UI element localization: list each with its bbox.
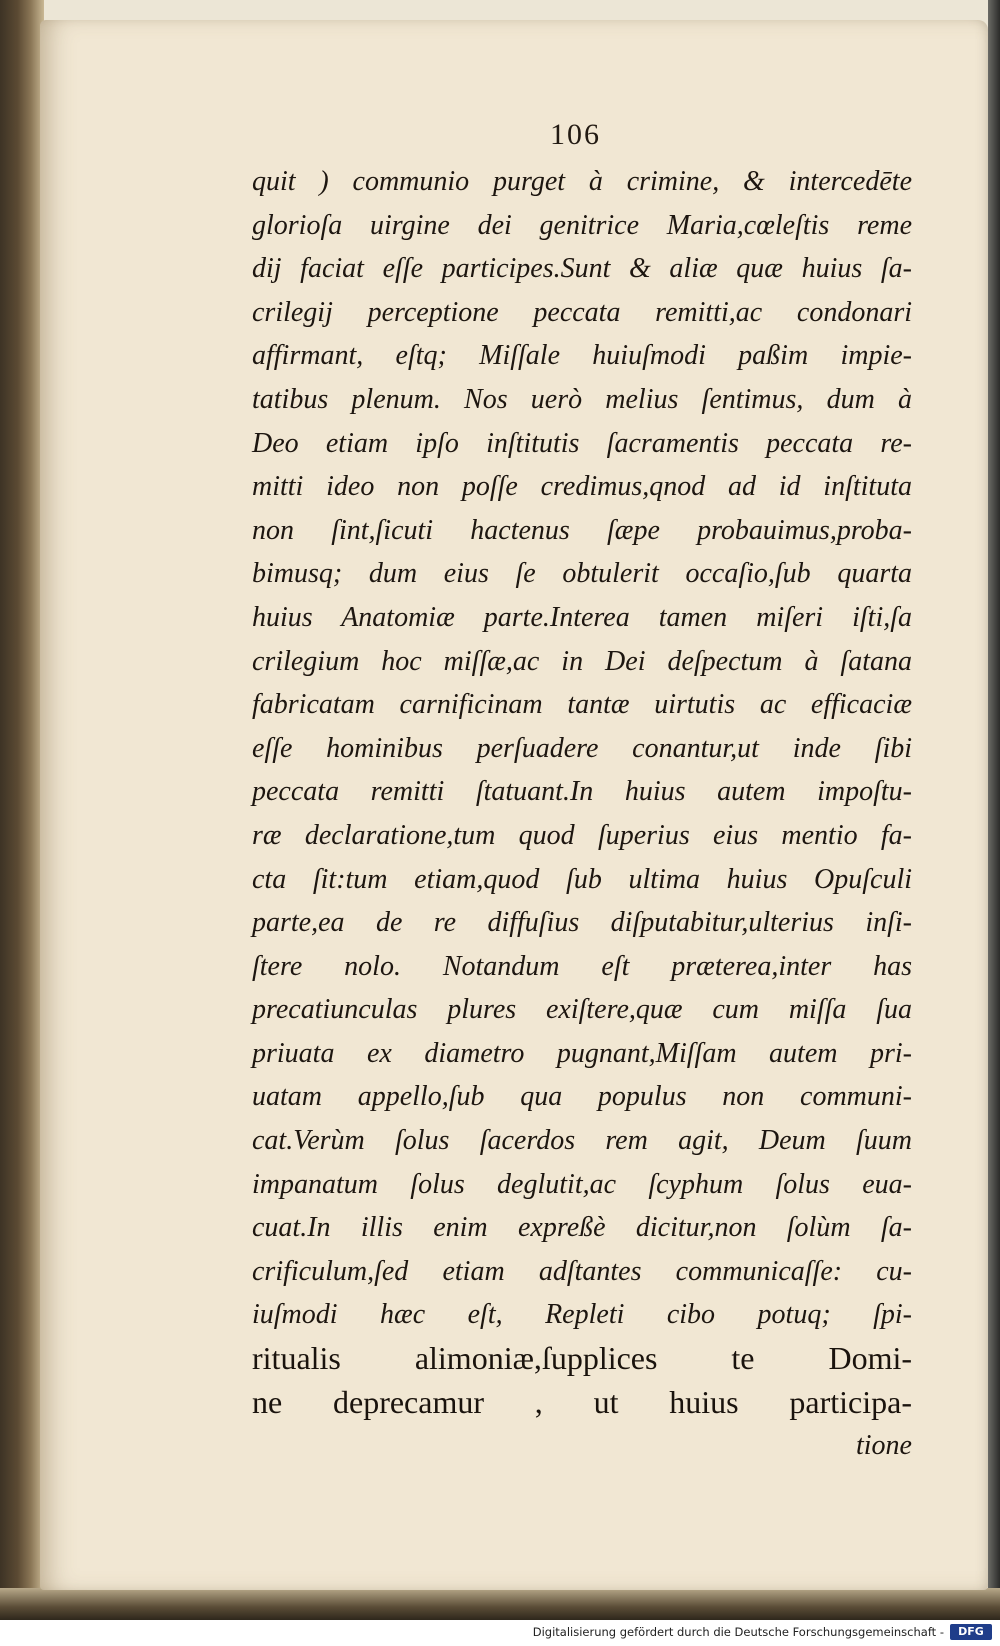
page-number: 106 (550, 118, 601, 151)
text-line: uatam appello,ſub qua populus non communi- (252, 1081, 912, 1113)
text-line: eſſe hominibus perſuadere conantur,ut inde ſibi (252, 732, 912, 764)
catchword: tione (856, 1430, 912, 1462)
text-line: huius Anatomiæ parte.Interea tamen miſeri iſti,ſa (252, 601, 912, 633)
text-line: non ſint,ſicuti hactenus ſæpe probauimus,proba- (252, 514, 912, 546)
text-line: cuat.In illis enim expreßè dicitur,non ſolùm ſa- (252, 1212, 912, 1244)
text-line: fabricatam carnificinam tantæ uirtutis ac efficaciæ (252, 689, 912, 721)
text-line: cta ſit:tum etiam,quod ſub ultima huius Opuſculi (252, 863, 912, 895)
text-line: mitti ideo non poſſe credimus,qnod ad id inſtituta (252, 471, 912, 503)
text-line: peccata remitti ſtatuant.In huius autem impoſtu- (252, 776, 912, 808)
text-line: precatiunculas plures exiſtere,quæ cum miſſa ſua (252, 994, 912, 1026)
text-line: crificulum,ſed etiam adſtantes communicaſſe: cu- (252, 1255, 912, 1287)
text-line-roman: ritualis alimoniæ,ſupplices te Domi- (252, 1340, 912, 1377)
text-line: quit ) communio purget à crimine, & intercedēte (252, 166, 912, 197)
text-line: bimusq; dum eius ſe obtulerit occaſio,ſub quarta (252, 558, 912, 590)
text-line: dij faciat eſſe participes.Sunt & aliæ quæ huius ſa- (252, 253, 912, 285)
page-edge-bottom (0, 1588, 1000, 1620)
text-line: crilegij perceptione peccata remitti,ac condonari (252, 296, 912, 328)
text-line: ſtere nolo. Notandum eſt præterea,inter has (252, 950, 912, 982)
text-line-roman: ne deprecamur , ut huius participa- (252, 1383, 912, 1420)
text-line: tatibus plenum. Nos uerò melius ſentimus, dum à (252, 383, 912, 415)
text-line: crilegium hoc miſſæ,ac in Dei deſpectum à ſatana (252, 645, 912, 677)
text-line: parte,ea de re diffuſius diſputabitur,ulterius inſi- (252, 907, 912, 939)
text-line: iuſmodi hæc eſt, Repleti cibo potuq; ſpi- (252, 1299, 912, 1331)
book-binding (0, 0, 44, 1620)
text-line: affirmant, eſtq; Miſſale huiuſmodi paßim impie- (252, 340, 912, 372)
page-edge-right (988, 0, 1000, 1620)
dfg-logo: DFG (950, 1624, 992, 1640)
text-line: priuata ex diametro pugnant,Miſſam autem pri- (252, 1037, 912, 1069)
text-line: impanatum ſolus deglutit,ac ſcyphum ſolus eua- (252, 1168, 912, 1200)
text-line: Deo etiam ipſo inſtitutis ſacramentis peccata re- (252, 427, 912, 459)
text-line: cat.Verùm ſolus ſacerdos rem agit, Deum ſuum (252, 1125, 912, 1157)
body-text (252, 160, 912, 1468)
text-line: glorioſa uirgine dei genitrice Maria,cœleſtis reme (252, 209, 912, 241)
text-line: ræ declaratione,tum quod ſuperius eius mentio fa- (252, 819, 912, 851)
funding-credit: Digitalisierung gefördert durch die Deutsche Forschungsgemeinschaft - (532, 1625, 944, 1639)
digitization-footer (0, 1620, 1000, 1646)
